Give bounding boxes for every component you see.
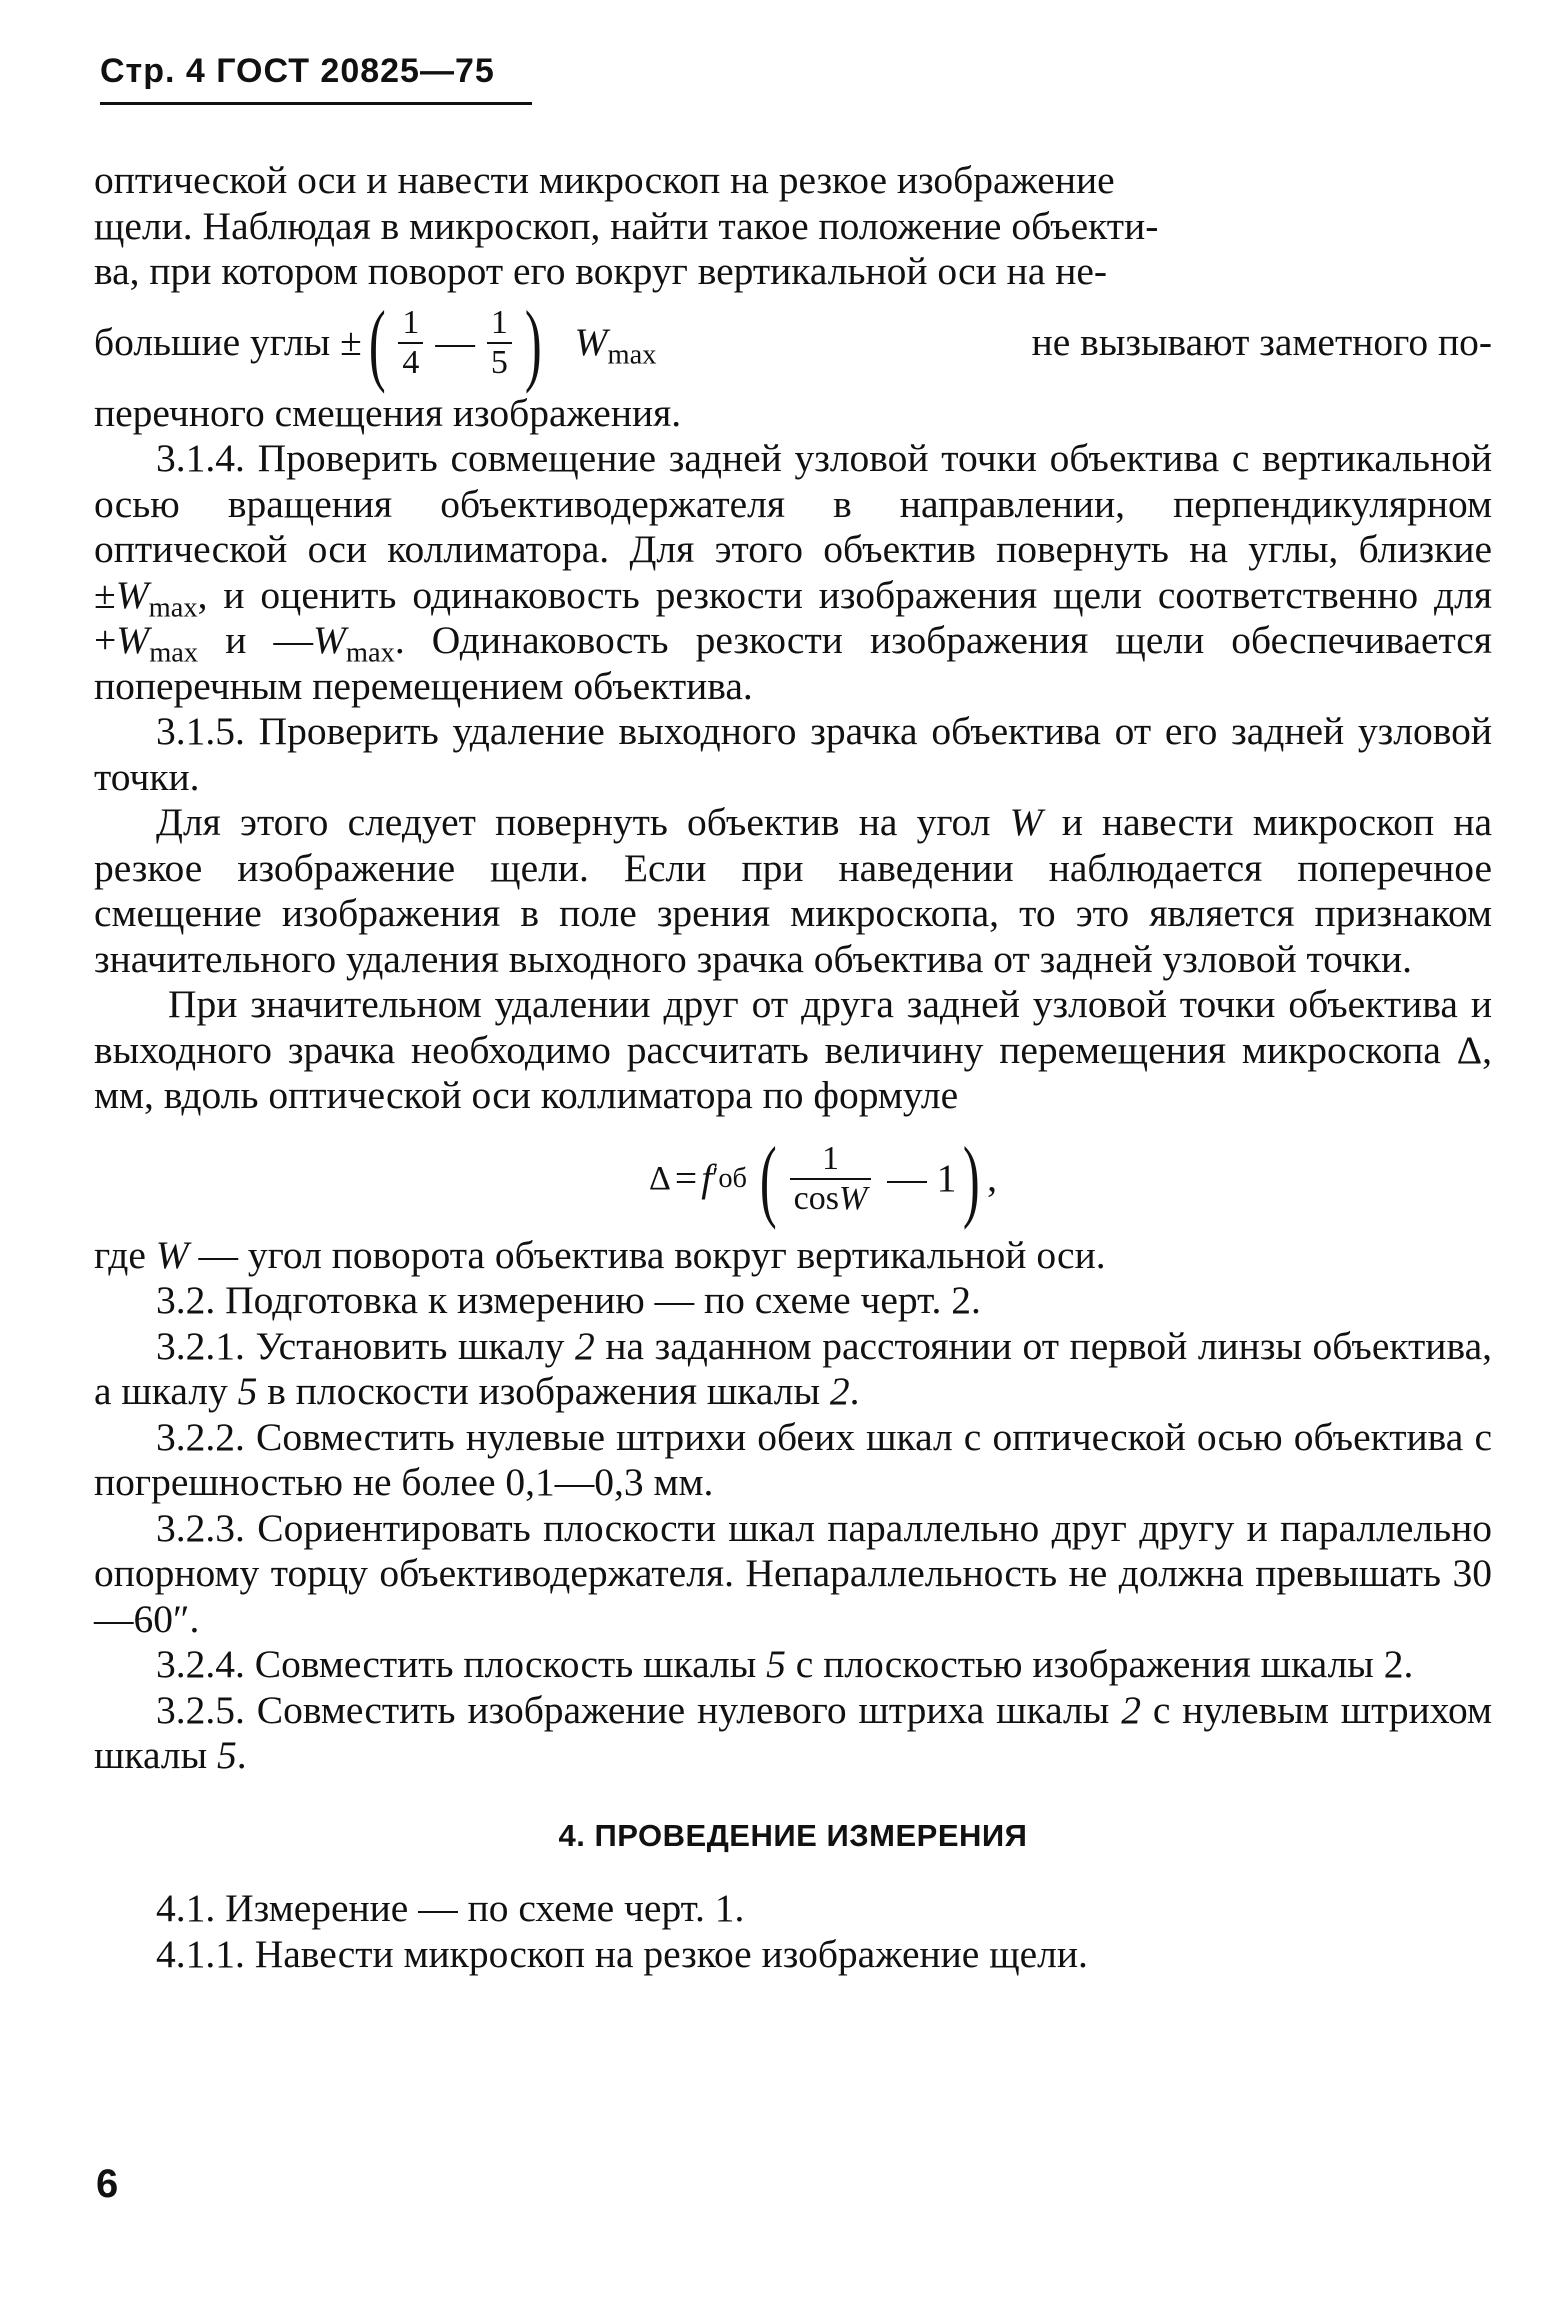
symbol-w: W	[838, 1179, 868, 1217]
subscript-max: max	[607, 339, 657, 371]
scale-number: 5	[217, 1733, 237, 1777]
left-paren: (	[759, 1127, 777, 1230]
formula-focal-length: f	[701, 1155, 713, 1200]
formula-equals: =	[674, 1155, 698, 1200]
text-run: — угол поворота объектива вокруг вертикальной оси.	[188, 1232, 1106, 1277]
expression-prefix: большие углы ±	[94, 319, 362, 364]
body-text	[94, 158, 1492, 1977]
paragraph-3-2-4	[94, 1642, 1492, 1688]
fraction-denominator	[790, 1178, 872, 1218]
text-run: на заданном расстоянии от первой линзы объектива, а шкалу	[94, 1323, 1492, 1413]
expression-suffix: не вызывают заметного по-	[1031, 319, 1492, 364]
paragraph-3-2: 3.2. Подготовка к измерению — по схеме черт. 2.	[156, 1278, 981, 1322]
text-run: 3.2.4. Совместить плоскость шкалы	[156, 1642, 767, 1686]
paragraph-where-w	[94, 1233, 1492, 1279]
symbol-w: W	[115, 572, 149, 617]
w-max-symbol	[574, 319, 657, 371]
fraction-numerator: 1	[402, 303, 420, 341]
text-run: где	[94, 1232, 156, 1277]
displacement-formula	[94, 1125, 1492, 1233]
fraction-one-quarter	[398, 304, 423, 382]
paragraph-4-1-1: 4.1.1. Навести микроскоп на резкое изображение щели.	[156, 1931, 1088, 1976]
symbol-w: W	[1009, 800, 1043, 844]
paragraph-turn-lens	[94, 800, 1492, 982]
text-run: в плоскости изображения шкалы	[257, 1369, 830, 1413]
left-paren: (	[368, 291, 386, 394]
text-run: .	[236, 1733, 247, 1777]
scale-number: 5	[766, 1642, 786, 1686]
symbol-w: W	[155, 1232, 189, 1277]
paragraph-3-1-4	[94, 436, 1492, 709]
formula-prime: ′	[712, 1162, 719, 1194]
page-header: Стр. 4 ГОСТ 20825—75	[100, 52, 495, 90]
scale-number: 2	[1121, 1687, 1141, 1732]
text-run: . Одинаковость резкости изображения щели обеспечивается поперечным перемещением объектива.	[94, 618, 1492, 708]
header-rule	[100, 102, 532, 105]
subscript-max: max	[148, 592, 198, 624]
symbol-w: W	[574, 319, 608, 364]
text-run: .	[849, 1369, 860, 1413]
text-run: 3.2.1. Установить шкалу	[156, 1323, 575, 1368]
scale-number: 2	[829, 1369, 850, 1413]
text-run: 3.1.4. Проверить совмещение задней узловой точки объектива с вертикальной осью вращения объективодержателя в направлении, перпендикулярном оптической оси коллиматора. Для этого объектив повернуть на углы, близкие ±	[94, 436, 1492, 617]
fraction-denominator: 4	[398, 342, 423, 382]
formula-minus-one: — 1	[887, 1155, 957, 1200]
paragraph-displacement: При значительном удалении друг от друга задней узловой точки объектива и выходного зрачка необходимо рассчитать величину перемещения микроскопа Δ, мм, вдоль оптической оси коллиматора по формуле	[94, 982, 1492, 1117]
symbol-w: W	[116, 618, 150, 662]
formula-comma: ,	[987, 1155, 997, 1200]
paragraph-3-2-3: 3.2.3. Сориентировать плоскости шкал параллельно друг другу и параллельно опорному торцу объективодержателя. Непараллельность не должна превышать 30—60″.	[94, 1505, 1492, 1641]
cos-text: cos	[793, 1179, 839, 1217]
subscript-max: max	[149, 637, 199, 669]
paragraph-line: щели. Наблюдая в микроскоп, найти такое положение объекти-	[94, 203, 1159, 248]
scale-number: 5	[237, 1369, 258, 1413]
paragraph-line: перечного смещения изображения.	[94, 390, 682, 435]
paragraph-line: оптической оси и навести микроскоп на резкое изображение	[94, 158, 1115, 202]
formula-fraction	[790, 1140, 872, 1218]
page-number: 6	[96, 2162, 119, 2206]
fraction-numerator: 1	[821, 1139, 839, 1177]
paragraph-line: ва, при котором поворот его вокруг вертикальной оси на не-	[94, 249, 1108, 293]
symbol-w: W	[312, 618, 346, 662]
right-paren: )	[524, 291, 542, 394]
fraction-numerator: 1	[490, 303, 508, 341]
paragraph-4-1: 4.1. Измерение — по схеме черт. 1.	[156, 1886, 745, 1930]
formula-delta: Δ	[649, 1159, 671, 1197]
paragraph-3-2-2: 3.2.2. Совместить нулевые штрихи обеих шкал с оптической осью объектива с погрешностью не более 0,1—0,3 мм.	[94, 1414, 1492, 1504]
angle-expression-line	[94, 291, 1492, 394]
text-run: с нулевым штрихом шкалы	[94, 1687, 1492, 1777]
text-run: Для этого следует повернуть объектив на угол	[156, 800, 1010, 844]
section-4-title: 4. ПРОВЕДЕНИЕ ИЗМЕРЕНИЯ	[558, 1817, 1028, 1853]
text-run: , и оценить одинаковость резкости изображения щели соответственно для +	[94, 572, 1492, 662]
paragraph-3-2-5	[94, 1688, 1492, 1779]
text-run: и —	[198, 618, 313, 662]
subscript-max: max	[345, 637, 395, 669]
fraction-denominator: 5	[487, 342, 512, 382]
text-run: 3.2.5. Совместить изображение нулевого штриха шкалы	[156, 1687, 1122, 1732]
paragraph-3-2-1	[94, 1324, 1492, 1415]
angle-expression	[94, 291, 657, 394]
right-paren: )	[963, 1127, 981, 1230]
text-run: и навести микроскоп на резкое изображение щели. Если при наведении наблюдается поперечное смещение изображения в поле зрения микроскопа, то это является признаком значительного удаления выходного зрачка объектива от задней узловой точки.	[94, 800, 1492, 981]
paragraph-3-1-5: 3.1.5. Проверить удаление выходного зрачка объектива от его задней узловой точки.	[94, 709, 1492, 799]
scale-number: 2	[574, 1323, 595, 1368]
text-run: с плоскостью изображения шкалы 2.	[785, 1642, 1414, 1686]
minus-sign: —	[435, 319, 475, 364]
formula-body: Δ = f ′ об ( $\frac{1}{\cos W}$ — 1 ) ,	[649, 1127, 997, 1230]
fraction-one-fifth	[487, 304, 512, 382]
